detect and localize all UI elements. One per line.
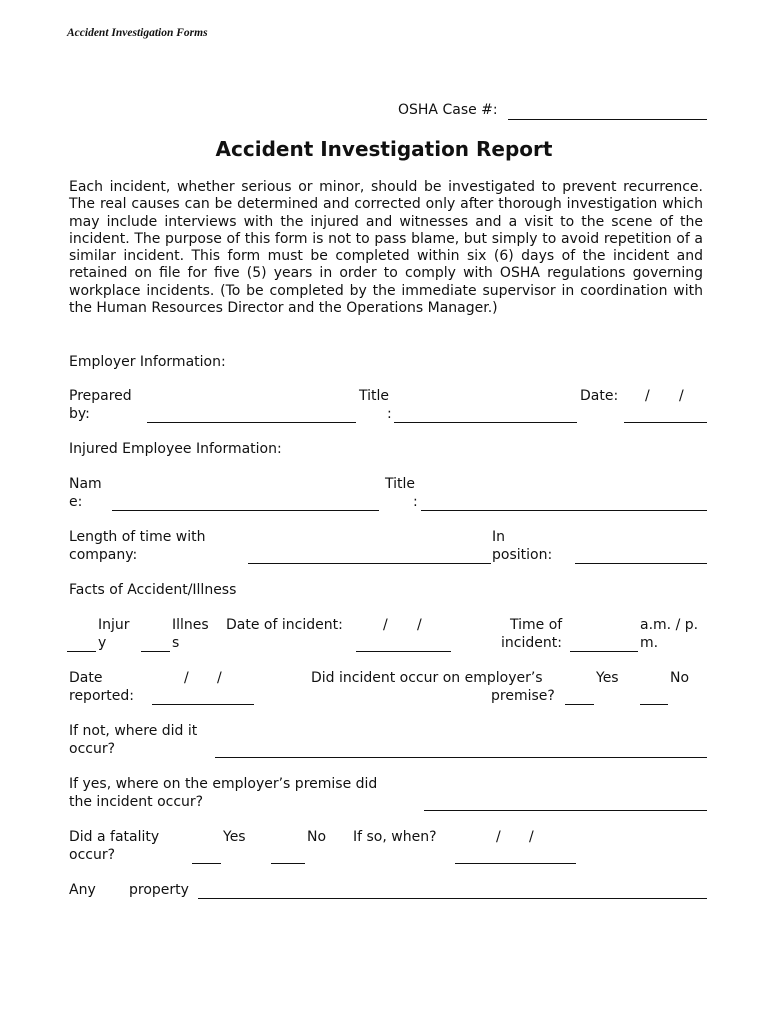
fatality-no-field[interactable]	[271, 863, 305, 864]
ampm-label-2: m.	[640, 635, 659, 651]
employer-title-label-2: :	[387, 406, 392, 422]
ampm-label-1: a.m. / p.	[640, 617, 699, 633]
injury-label-2: y	[98, 635, 107, 651]
when-date-slash-2: /	[529, 829, 534, 845]
premise-question-2: premise?	[491, 688, 555, 704]
date-reported-field[interactable]	[152, 704, 254, 705]
date-of-incident-label: Date of incident:	[226, 617, 343, 633]
fatality-date-field[interactable]	[455, 863, 576, 864]
reported-date-slash-2: /	[217, 670, 222, 686]
prepared-date-slash-2: /	[679, 388, 684, 404]
prepared-date-slash-1: /	[645, 388, 650, 404]
property-label-1: Any	[69, 882, 96, 898]
running-header: Accident Investigation Forms	[67, 27, 208, 39]
employer-title-field[interactable]	[394, 422, 577, 423]
premise-yes-label: Yes	[596, 670, 619, 686]
name-label-1: Nam	[69, 476, 102, 492]
osha-case-label: OSHA Case #:	[398, 102, 498, 118]
employee-title-label-1: Title	[385, 476, 416, 492]
employee-title-label-2: :	[413, 494, 418, 510]
page-title: Accident Investigation Report	[215, 137, 553, 161]
property-field[interactable]	[198, 898, 707, 899]
facts-heading: Facts of Accident/Illness	[69, 582, 237, 598]
premise-yes-field[interactable]	[565, 704, 594, 705]
premise-question-1: Did incident occur on employer’s	[311, 670, 543, 686]
where-not-label-1: If not, where did it	[69, 723, 198, 739]
employer-title-label-1: Title	[359, 388, 390, 404]
incident-date-field[interactable]	[356, 651, 451, 652]
injured-employee-heading: Injured Employee Information:	[69, 441, 282, 457]
employee-name-field[interactable]	[112, 510, 379, 511]
date-reported-label-2: reported:	[69, 688, 134, 704]
incident-time-field[interactable]	[570, 651, 638, 652]
prepared-by-label-2: by:	[69, 406, 90, 422]
length-in-position-field[interactable]	[575, 563, 707, 564]
illness-label-1: Illnes	[172, 617, 209, 633]
premise-no-label: No	[670, 670, 690, 686]
injury-label-1: Injur	[98, 617, 130, 633]
fatality-yes-field[interactable]	[192, 863, 221, 864]
prepared-date-field[interactable]	[624, 422, 707, 423]
when-date-slash-1: /	[496, 829, 501, 845]
where-yes-field[interactable]	[424, 810, 707, 811]
time-label-2: incident:	[501, 635, 562, 651]
time-label-1: Time of	[510, 617, 563, 633]
incident-date-slash-2: /	[417, 617, 422, 633]
where-yes-label-2: the incident occur?	[69, 794, 204, 810]
employee-title-field[interactable]	[421, 510, 707, 511]
fatality-label-1: Did a fatality	[69, 829, 160, 845]
where-not-label-2: occur?	[69, 741, 116, 757]
reported-date-slash-1: /	[184, 670, 189, 686]
incident-date-slash-1: /	[383, 617, 388, 633]
intro-paragraph: Each incident, whether serious or minor, should be investigated to prevent recurrence. The real causes can be determined and corrected only after thorough investigation which may include interviews with the injured and witnesses and a visit to the scene of the incident. The purpose of this form is not to pass blame, but simply to avoid repetition of a similar incident. This form must be completed within six (6) days of the incident and retained on file for five (5) years in order to comply with OSHA regulations governing workplace incidents. (To be completed by the immediate supervisor in coordination with the Human Resources Director and the Operations Manager.)	[69, 179, 703, 317]
name-label-2: e:	[69, 494, 83, 510]
position-label-1: In	[492, 529, 506, 545]
prepared-date-label: Date:	[580, 388, 619, 404]
length-with-company-field[interactable]	[248, 563, 491, 564]
date-reported-label-1: Date	[69, 670, 103, 686]
position-label-2: position:	[492, 547, 553, 563]
where-yes-label-1: If yes, where on the employer’s premise did	[69, 776, 378, 792]
fatality-yes-label: Yes	[223, 829, 246, 845]
illness-label-2: s	[172, 635, 180, 651]
length-label-1: Length of time with	[69, 529, 206, 545]
injury-checkbox-line[interactable]	[67, 651, 96, 652]
prepared-by-field[interactable]	[147, 422, 356, 423]
osha-case-field[interactable]	[508, 119, 707, 120]
illness-checkbox-line[interactable]	[141, 651, 170, 652]
length-label-2: company:	[69, 547, 138, 563]
premise-no-field[interactable]	[640, 704, 668, 705]
fatality-no-label: No	[307, 829, 327, 845]
prepared-by-label-1: Prepared	[69, 388, 132, 404]
employer-info-heading: Employer Information:	[69, 354, 226, 370]
property-label-2: property	[129, 882, 189, 898]
where-not-field[interactable]	[215, 757, 707, 758]
if-so-when-label: If so, when?	[353, 829, 437, 845]
fatality-label-2: occur?	[69, 847, 116, 863]
